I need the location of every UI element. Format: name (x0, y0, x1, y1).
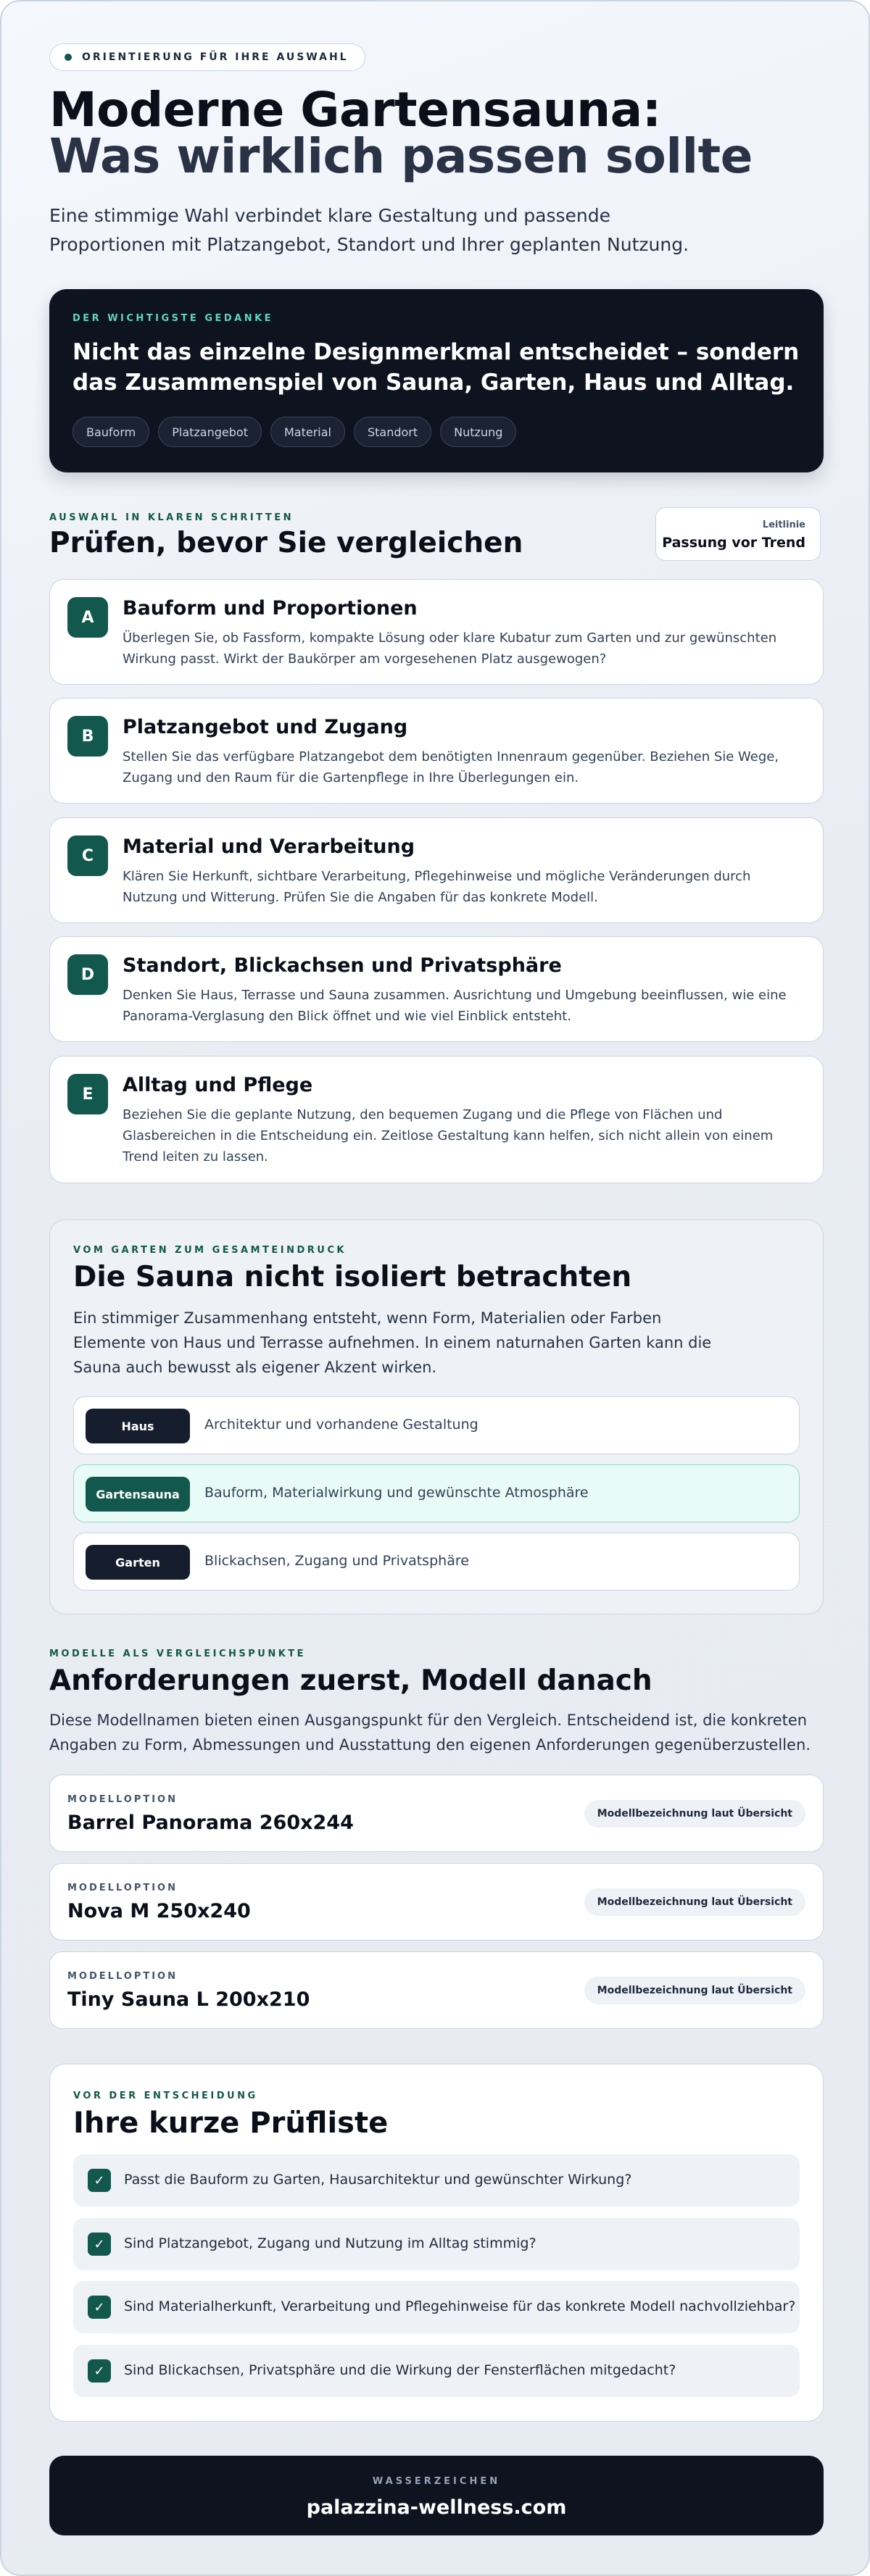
models-title: Anforderungen zuerst, Modell danach (49, 1664, 652, 1697)
checklist-eyebrow: VOR DER ENTSCHEIDUNG (73, 2091, 258, 2101)
checkmark-icon: ✓ (88, 2359, 111, 2383)
context-text: Bauform, Materialwirkung und gewünschte Atmosphäre (204, 1485, 589, 1501)
model-card-barrel-panorama (49, 1775, 824, 1852)
chip-material: Material (270, 417, 345, 447)
step-title: Standort, Blickachsen und Privatsphäre (123, 954, 562, 977)
steps-title: Prüfen, bevor Sie vergleichen (49, 527, 523, 559)
guideline-label: Leitlinie (762, 520, 805, 530)
step-title: Platzangebot und Zugang (123, 716, 408, 738)
step-card-b (49, 698, 824, 804)
checkmark-icon: ✓ (88, 2169, 111, 2192)
model-label: MODELLOPTION (67, 1971, 178, 1982)
checklist-item (73, 2218, 800, 2270)
model-name: Nova M 250x240 (67, 1900, 251, 1922)
chip-nutzung: Nutzung (440, 417, 516, 447)
step-text: Klären Sie Herkunft, sichtbare Verarbeitung, Pflegehinweise und mögliche Veränderungen durch Nutzung und Witterung. Prüfen Sie die Angaben für das konkrete Modell. (123, 869, 751, 905)
key-thought-title: Nicht das einzelne Designmerkmal entscheidet – sondern das Zusammenspiel von Sauna, Garten, Haus und Alltag. (72, 339, 800, 396)
step-badge: D (67, 954, 108, 995)
step-badge: E (67, 1074, 108, 1114)
page-title-line2: Was wirklich passen sollte (49, 128, 753, 184)
model-tag: Modellbezeichnung laut Übersicht (584, 1888, 805, 1916)
context-pill: Gartensauna (86, 1477, 190, 1512)
step-card-e (49, 1056, 824, 1183)
watermark-footer (49, 2456, 824, 2535)
model-card-nova-m (49, 1863, 824, 1941)
checklist-card (49, 2064, 824, 2422)
chip-standort: Standort (354, 417, 431, 447)
checkmark-icon: ✓ (88, 2296, 111, 2319)
step-card-d (49, 936, 824, 1042)
checklist-text: Passt die Bauform zu Garten, Hausarchitektur und gewünschter Wirkung? (124, 2172, 632, 2188)
models-text: Diese Modellnamen bieten einen Ausgangspunkt für den Vergleich. Entscheidend ist, die konkreten Angaben zu Form, Abmessungen und Ausstattung den eigenen Anforderungen gegenüberzustellen. (49, 1712, 811, 1754)
step-text: Stellen Sie das verfügbare Platzangebot dem benötigten Innenraum gegenüber. Beziehen Sie Wege, Zugang und den Raum für die Gartenpflege in Ihre Überlegungen ein. (123, 749, 779, 785)
checklist-title: Ihre kurze Prüfliste (73, 2106, 389, 2140)
model-label: MODELLOPTION (67, 1883, 178, 1893)
context-row-haus (73, 1396, 800, 1454)
hero-subtitle: Eine stimmige Wahl verbindet klare Gestaltung und passende Proportionen mit Platzangebot, Standort und Ihrer geplanten Nutzung. (49, 205, 689, 255)
steps-eyebrow: AUSWAHL IN KLAREN SCHRITTEN (49, 512, 294, 523)
checklist-item (73, 2281, 800, 2333)
checklist-text: Sind Blickachsen, Privatsphäre und die Wirkung der Fensterflächen mitgedacht? (124, 2362, 676, 2378)
context-row-gartensauna (73, 1464, 800, 1522)
model-tag: Modellbezeichnung laut Übersicht (584, 1977, 805, 2004)
page-title-line1: Moderne Gartensauna: (49, 82, 661, 138)
garden-text: Ein stimmiger Zusammenhang entsteht, wenn Form, Materialien oder Farben Elemente von Haus und Terrasse aufnehmen. In einem naturnahen Garten kann die Sauna auch bewusst als eigener Akzent wirken. (73, 1309, 712, 1376)
chip-bauform: Bauform (72, 417, 149, 447)
step-title: Alltag und Pflege (123, 1074, 313, 1096)
models-eyebrow: MODELLE ALS VERGLEICHSPUNKTE (49, 1648, 307, 1659)
model-tag: Modellbezeichnung laut Übersicht (584, 1800, 805, 1827)
checklist-text: Sind Platzangebot, Zugang und Nutzung im Alltag stimmig? (124, 2235, 536, 2251)
context-text: Blickachsen, Zugang und Privatsphäre (204, 1553, 469, 1569)
model-label: MODELLOPTION (67, 1794, 178, 1805)
key-thought-card (49, 289, 824, 472)
step-badge: C (67, 835, 108, 876)
guideline-box (655, 507, 821, 561)
step-text: Denken Sie Haus, Terrasse und Sauna zusammen. Ausrichtung und Umgebung beeinflussen, wie eine Panorama-Verglasung den Blick öffnet und wie viel Einblick entsteht. (123, 988, 787, 1024)
checklist-text: Sind Materialherkunft, Verarbeitung und Pflegehinweise für das konkrete Modell nachvollziehbar? (124, 2298, 796, 2314)
step-title: Bauform und Proportionen (123, 597, 418, 620)
step-badge: A (67, 597, 108, 638)
model-card-tiny-sauna-l (49, 1951, 824, 2029)
watermark-domain: palazzina-wellness.com (306, 2496, 567, 2519)
garden-eyebrow: VOM GARTEN ZUM GESAMTEINDRUCK (73, 1245, 347, 1256)
context-pill: Garten (86, 1545, 190, 1580)
chip-platzangebot: Platzangebot (158, 417, 262, 447)
checklist-item (73, 2154, 800, 2206)
context-text: Architektur und vorhandene Gestaltung (204, 1417, 478, 1433)
guideline-value: Passung vor Trend (662, 535, 805, 551)
model-name: Tiny Sauna L 200x210 (67, 1988, 310, 2011)
step-text: Beziehen Sie die geplante Nutzung, den bequemen Zugang und die Pflege von Flächen und Glasbereichen in die Entscheidung ein. Zeitlose Gestaltung kann helfen, sich nicht allein von einem Trend leiten zu lassen. (123, 1107, 774, 1164)
watermark-label: WASSERZEICHEN (372, 2476, 501, 2487)
key-thought-chips (72, 417, 516, 447)
checklist-item (73, 2345, 800, 2397)
key-thought-eyebrow: DER WICHTIGSTE GEDANKE (72, 313, 274, 324)
step-text: Überlegen Sie, ob Fassform, kompakte Lösung oder klare Kubatur zum Garten und zur gewünschten Wirkung passt. Wirkt der Baukörper am vorgesehenen Platz ausgewogen? (123, 630, 777, 667)
model-name: Barrel Panorama 260x244 (67, 1812, 354, 1834)
page-title (49, 82, 753, 184)
context-row-garten (73, 1533, 800, 1591)
dot-icon (65, 54, 72, 61)
hero-eyebrow-pill (49, 43, 365, 71)
context-pill: Haus (86, 1409, 190, 1443)
garden-title: Die Sauna nicht isoliert betrachten (73, 1261, 632, 1293)
step-badge: B (67, 716, 108, 756)
step-title: Material und Verarbeitung (123, 835, 415, 858)
checkmark-icon: ✓ (88, 2233, 111, 2256)
hero-eyebrow: ORIENTIERUNG FÜR IHRE AUSWAHL (82, 51, 349, 63)
garden-context-panel (49, 1220, 824, 1614)
step-card-a (49, 579, 824, 685)
step-card-c (49, 817, 824, 923)
